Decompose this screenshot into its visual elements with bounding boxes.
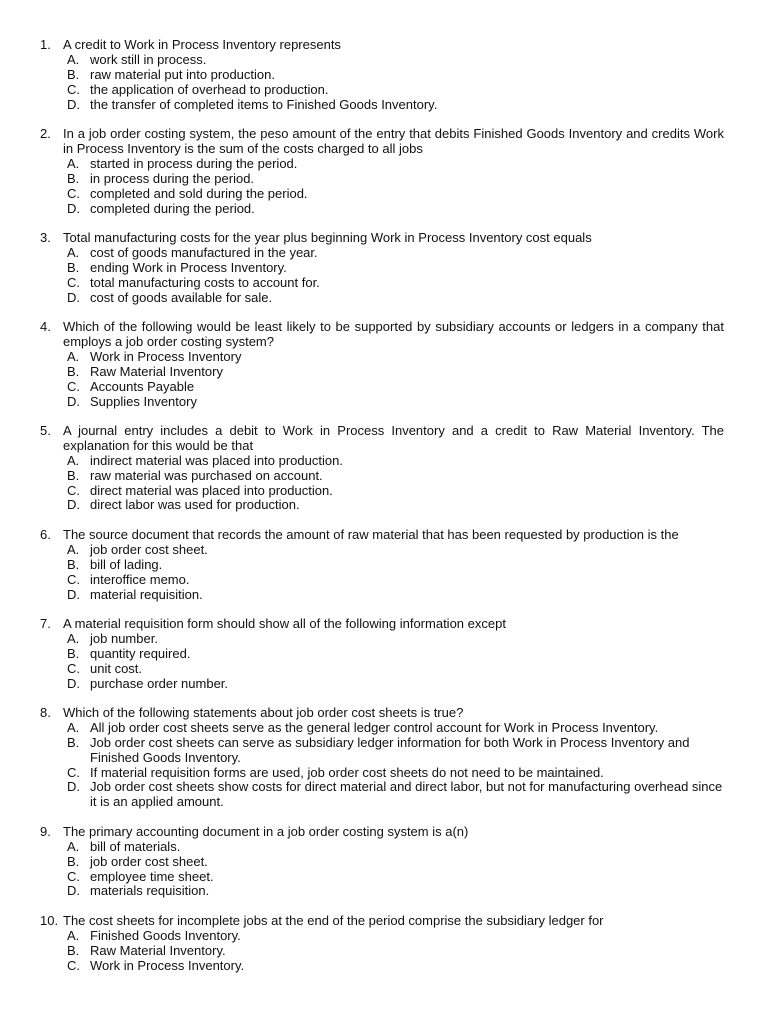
- choice-text: raw material put into production.: [90, 66, 275, 82]
- choice-list: [40, 157, 724, 217]
- question-8-choice-c: [67, 766, 724, 781]
- choice-label: D.: [67, 675, 80, 691]
- question-3-choice-b: [67, 261, 724, 276]
- choice-text: completed and sold during the period.: [90, 185, 308, 201]
- question-9: [40, 825, 724, 900]
- question-text: A journal entry includes a debit to Work in Process Inventory and a credit to Raw Material Inventory. The explanation for this would be that: [63, 422, 724, 453]
- question-8-choice-d: [67, 780, 724, 810]
- choice-text: ending Work in Process Inventory.: [90, 259, 287, 275]
- question-8: [40, 706, 724, 810]
- choice-text: All job order cost sheets serve as the general ledger control account for Work in Process Inventory.: [90, 719, 659, 735]
- choice-text: work still in process.: [90, 51, 207, 67]
- choice-label: C.: [67, 868, 80, 884]
- choice-label: A.: [67, 348, 80, 364]
- choice-text: started in process during the period.: [90, 155, 298, 171]
- choice-label: C.: [67, 81, 80, 97]
- choice-text: material requisition.: [90, 586, 203, 602]
- choice-label: D.: [67, 289, 80, 305]
- choice-text: interoffice memo.: [90, 571, 190, 587]
- question-number: 8.: [40, 704, 51, 720]
- choice-label: A.: [67, 838, 80, 854]
- choice-label: C.: [67, 660, 80, 676]
- question-text: The source document that records the amount of raw material that has been requested by production is the: [63, 526, 679, 542]
- question-10: [40, 914, 724, 974]
- choice-text: quantity required.: [90, 645, 191, 661]
- question-stem: [40, 38, 724, 53]
- question-7-choice-c: [67, 662, 724, 677]
- question-6-choice-c: [67, 573, 724, 588]
- choice-text: If material requisition forms are used, job order cost sheets do not need to be maintained.: [90, 764, 604, 780]
- choice-text: employee time sheet.: [90, 868, 214, 884]
- question-5-choice-a: [67, 454, 724, 469]
- question-stem: [40, 127, 724, 157]
- choice-label: B.: [67, 645, 80, 661]
- choice-label: A.: [67, 630, 80, 646]
- question-stem: [40, 528, 724, 543]
- choice-label: C.: [67, 185, 80, 201]
- question-1-choice-c: [67, 83, 724, 98]
- choice-text: Raw Material Inventory.: [90, 942, 226, 958]
- question-4-choice-d: [67, 395, 724, 410]
- choice-text: Raw Material Inventory: [90, 363, 223, 379]
- question-6: [40, 528, 724, 603]
- question-list: [40, 38, 724, 973]
- choice-label: D.: [67, 779, 80, 795]
- question-stem: [40, 231, 724, 246]
- question-stem: [40, 424, 724, 454]
- choice-label: D.: [67, 586, 80, 602]
- choice-label: C.: [67, 571, 80, 587]
- choice-text: Finished Goods Inventory.: [90, 927, 241, 943]
- question-10-choice-a: [67, 929, 724, 944]
- question-text: The primary accounting document in a job order costing system is a(n): [63, 823, 469, 839]
- question-7-choice-a: [67, 632, 724, 647]
- question-text: A credit to Work in Process Inventory represents: [63, 37, 341, 52]
- question-2-choice-b: [67, 172, 724, 187]
- choice-label: D.: [67, 883, 80, 899]
- choice-label: C.: [67, 764, 80, 780]
- question-10-choice-b: [67, 944, 724, 959]
- choice-text: job order cost sheet.: [90, 541, 208, 557]
- choice-label: B.: [67, 363, 80, 379]
- choice-label: B.: [67, 942, 80, 958]
- question-stem: [40, 706, 724, 721]
- choice-text: Work in Process Inventory: [90, 348, 242, 364]
- choice-label: B.: [67, 467, 80, 483]
- question-text: The cost sheets for incomplete jobs at the end of the period comprise the subsidiary ledger for: [63, 912, 604, 928]
- choice-text: job order cost sheet.: [90, 853, 208, 869]
- question-3-choice-a: [67, 246, 724, 261]
- choice-text: direct material was placed into production.: [90, 482, 333, 498]
- choice-text: indirect material was placed into production.: [90, 452, 343, 468]
- choice-list: [40, 350, 724, 410]
- question-2-choice-c: [67, 187, 724, 202]
- choice-text: materials requisition.: [90, 883, 210, 899]
- choice-text: Job order cost sheets show costs for direct material and direct labor, but not for manufacturing overhead since it is an applied amount.: [90, 779, 723, 810]
- choice-label: A.: [67, 244, 80, 260]
- choice-list: [40, 929, 724, 974]
- choice-text: completed during the period.: [90, 200, 255, 216]
- choice-list: [40, 246, 724, 306]
- choice-label: A.: [67, 719, 80, 735]
- question-number: 10.: [40, 912, 59, 928]
- question-stem: [40, 617, 724, 632]
- question-3-choice-d: [67, 291, 724, 306]
- question-9-choice-a: [67, 840, 724, 855]
- question-4-choice-c: [67, 380, 724, 395]
- question-7: [40, 617, 724, 692]
- question-5-choice-d: [67, 498, 724, 513]
- question-5: [40, 424, 724, 513]
- question-1-choice-d: [67, 98, 724, 113]
- question-1-choice-b: [67, 68, 724, 83]
- question-number: 5.: [40, 422, 51, 438]
- question-stem: [40, 914, 724, 929]
- choice-list: [40, 53, 724, 113]
- question-number: 2.: [40, 126, 51, 142]
- question-number: 7.: [40, 615, 51, 631]
- choice-label: B.: [67, 734, 80, 750]
- question-text: A material requisition form should show all of the following information except: [63, 615, 506, 631]
- choice-text: total manufacturing costs to account for.: [90, 274, 320, 290]
- question-7-choice-d: [67, 677, 724, 692]
- choice-list: [40, 721, 724, 810]
- question-stem: [40, 320, 724, 350]
- question-10-choice-c: [67, 959, 724, 974]
- choice-label: C.: [67, 482, 80, 498]
- choice-text: Accounts Payable: [90, 378, 195, 394]
- choice-text: the transfer of completed items to Finished Goods Inventory.: [90, 96, 438, 112]
- choice-text: unit cost.: [90, 660, 143, 676]
- choice-text: purchase order number.: [90, 675, 229, 691]
- choice-label: A.: [67, 452, 80, 468]
- choice-list: [40, 840, 724, 900]
- question-2-choice-a: [67, 157, 724, 172]
- question-3-choice-c: [67, 276, 724, 291]
- question-text: Which of the following statements about job order cost sheets is true?: [63, 704, 464, 720]
- choice-label: C.: [67, 378, 80, 394]
- choice-label: D.: [67, 200, 80, 216]
- question-4-choice-b: [67, 365, 724, 380]
- choice-label: A.: [67, 541, 80, 557]
- question-6-choice-a: [67, 543, 724, 558]
- question-4-choice-a: [67, 350, 724, 365]
- choice-text: in process during the period.: [90, 170, 255, 186]
- question-4: [40, 320, 724, 409]
- choice-list: [40, 543, 724, 603]
- choice-label: A.: [67, 927, 80, 943]
- question-stem: [40, 825, 724, 840]
- question-text: In a job order costing system, the peso amount of the entry that debits Finished Goods Inventory and credits Work in Process Inventory is the sum of the costs charged to all jobs: [63, 126, 724, 156]
- question-number: 9.: [40, 823, 51, 839]
- question-9-choice-d: [67, 884, 724, 899]
- question-text: Which of the following would be least likely to be supported by subsidiary accounts or ledgers in a company that employs a job order costing system?: [63, 319, 724, 349]
- question-1-choice-a: [67, 53, 724, 68]
- choice-list: [40, 632, 724, 692]
- choice-label: D.: [67, 393, 80, 409]
- choice-list: [40, 454, 724, 514]
- question-5-choice-b: [67, 469, 724, 484]
- question-9-choice-c: [67, 870, 724, 885]
- question-8-choice-a: [67, 721, 724, 736]
- choice-label: A.: [67, 155, 80, 171]
- question-1: [40, 38, 724, 113]
- question-text: Total manufacturing costs for the year plus beginning Work in Process Inventory cost equals: [63, 229, 592, 245]
- question-number: 4.: [40, 319, 51, 334]
- choice-label: B.: [67, 556, 80, 572]
- choice-text: bill of lading.: [90, 556, 163, 572]
- question-7-choice-b: [67, 647, 724, 662]
- question-2: [40, 127, 724, 216]
- choice-text: bill of materials.: [90, 838, 181, 854]
- question-number: 1.: [40, 37, 51, 52]
- choice-text: job number.: [90, 630, 158, 646]
- choice-text: raw material was purchased on account.: [90, 467, 323, 483]
- choice-label: C.: [67, 957, 80, 973]
- choice-text: Job order cost sheets can serve as subsidiary ledger information for both Work in Process Inventory and Finished Goods Inventory.: [90, 734, 690, 765]
- choice-label: C.: [67, 274, 80, 290]
- question-number: 3.: [40, 229, 51, 245]
- question-6-choice-d: [67, 588, 724, 603]
- question-9-choice-b: [67, 855, 724, 870]
- choice-label: D.: [67, 497, 80, 513]
- question-3: [40, 231, 724, 306]
- choice-label: A.: [67, 51, 80, 67]
- choice-label: D.: [67, 96, 80, 112]
- choice-label: B.: [67, 259, 80, 275]
- choice-label: B.: [67, 66, 80, 82]
- question-number: 6.: [40, 526, 51, 542]
- choice-text: cost of goods manufactured in the year.: [90, 244, 318, 260]
- question-5-choice-c: [67, 484, 724, 499]
- choice-text: cost of goods available for sale.: [90, 289, 273, 305]
- choice-text: Supplies Inventory: [90, 393, 197, 409]
- choice-text: the application of overhead to production.: [90, 81, 329, 97]
- choice-text: Work in Process Inventory.: [90, 957, 245, 973]
- choice-label: B.: [67, 853, 80, 869]
- question-8-choice-b: [67, 736, 724, 766]
- question-6-choice-b: [67, 558, 724, 573]
- choice-text: direct labor was used for production.: [90, 497, 300, 513]
- question-2-choice-d: [67, 202, 724, 217]
- choice-label: B.: [67, 170, 80, 186]
